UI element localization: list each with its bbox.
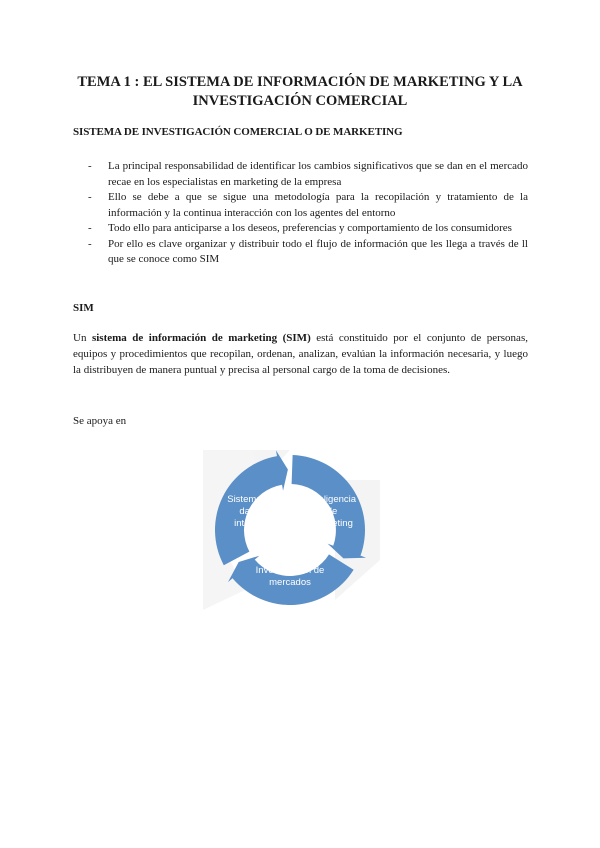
bullet-item: - Por ello es clave organizar y distribuir todo el flujo de información que les llega a través de ll que se conoce como SIM <box>73 237 528 268</box>
segment-label-line: mercados <box>269 577 311 588</box>
bullet-item: - Todo ello para anticiparse a los deseos, preferencias y comportamiento de los consumidores <box>73 221 528 237</box>
sim-heading: SIM <box>73 302 94 314</box>
section-subtitle: SISTEMA DE INVESTIGACIÓN COMERCIAL O DE MARKETING <box>73 126 403 138</box>
segment-label-line: de <box>326 506 338 517</box>
paragraph-rest: está constituido por el conjunto de personas, equipos y procedimientos que recopilan, ordenan, analizan, evalúan la información necesaria, y luego la distribuyen de manera puntual y precisa al personal cargo de la toma de decisiones. <box>73 332 528 376</box>
bullet-item: - La principal responsabilidad de identificar los cambios significativos que se dan en el mercado recae en los especialistas en marketing de la empresa <box>73 159 528 190</box>
segment-label-line: Investigación de <box>255 565 325 576</box>
segment-label-line: internos <box>234 518 268 529</box>
paragraph-prefix: Un <box>73 332 92 344</box>
page-title <box>70 73 530 111</box>
bullet-list <box>73 159 528 268</box>
segment-label-line: datos <box>239 506 263 517</box>
apoya-text: Se apoya en <box>73 415 127 427</box>
segment-label-line: Inteligencia <box>307 494 357 505</box>
segment-label-line: Marketing <box>311 518 353 529</box>
sim-definition-paragraph <box>73 330 528 378</box>
segment-label-line: Sistema de <box>227 494 275 505</box>
bullet-item: - Ello se debe a que se sigue una metodología para la recopilación y tratamiento de la información y la continua interacción con los agentes del entorno <box>73 190 528 221</box>
paragraph-bold-term: sistema de información de marketing (SIM) <box>91 332 311 344</box>
title-line-2: INVESTIGACIÓN COMERCIAL <box>192 93 408 109</box>
title-line-1: TEMA 1 : EL SISTEMA DE INFORMACIÓN DE MARKETING Y LA <box>77 74 523 90</box>
sim-cycle-diagram <box>185 440 395 620</box>
